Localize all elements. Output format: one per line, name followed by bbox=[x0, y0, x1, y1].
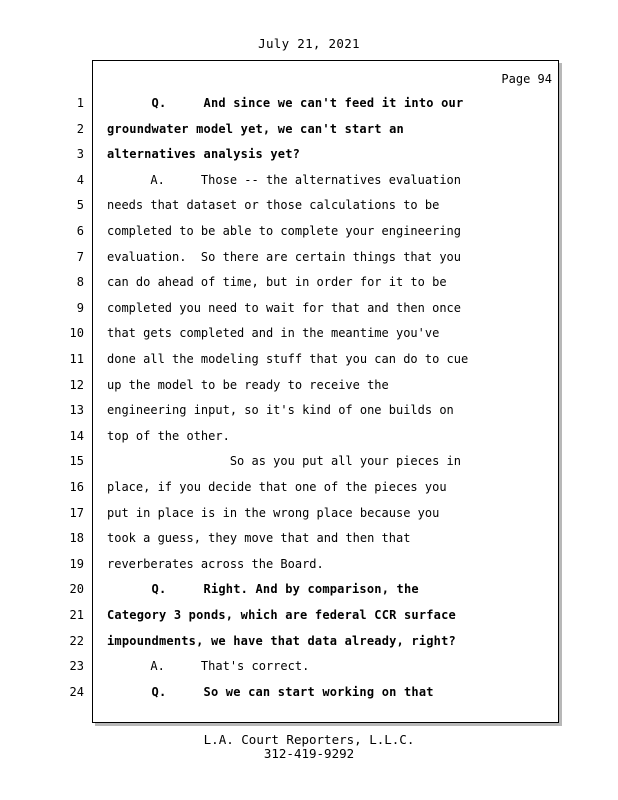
reporter-footer bbox=[0, 733, 618, 761]
transcript-line bbox=[0, 658, 618, 684]
line-number: 5 bbox=[76, 198, 84, 213]
line-number: 18 bbox=[69, 531, 84, 546]
line-number: 7 bbox=[76, 249, 84, 264]
transcript-line bbox=[0, 274, 618, 300]
line-number: 17 bbox=[69, 505, 84, 520]
line-text: evaluation. So there are certain things that you bbox=[107, 249, 462, 264]
line-text: engineering input, so it's kind of one builds on bbox=[107, 403, 454, 418]
line-text: completed you need to wait for that and then once bbox=[107, 300, 462, 315]
reporter-company: L.A. Court Reporters, L.L.C. bbox=[203, 732, 415, 747]
line-text: completed to be able to complete your engineering bbox=[107, 224, 462, 238]
line-number: 15 bbox=[69, 454, 84, 469]
line-text: can do ahead of time, but in order for it to be bbox=[107, 275, 447, 290]
line-text: Q. So we can start working on that bbox=[107, 684, 434, 699]
page-number: Page 94 bbox=[501, 72, 552, 86]
transcript-line bbox=[0, 325, 618, 351]
line-text: done all the modeling stuff that you can do to cue bbox=[107, 352, 469, 366]
line-text: took a guess, they move that and then that bbox=[107, 531, 411, 546]
line-text: up the model to be ready to receive the bbox=[107, 377, 389, 392]
line-text: place, if you decide that one of the pieces you bbox=[107, 480, 447, 494]
line-text: that gets completed and in the meantime you've bbox=[107, 326, 440, 341]
transcript-line bbox=[0, 607, 618, 633]
line-text: So as you put all your pieces in bbox=[107, 454, 462, 469]
line-text: A. Those -- the alternatives evaluation bbox=[107, 172, 462, 187]
transcript-line bbox=[0, 505, 618, 531]
line-text: alternatives analysis yet? bbox=[107, 147, 301, 162]
transcript-date: July 21, 2021 bbox=[258, 36, 360, 51]
transcript-line bbox=[0, 121, 618, 147]
transcript-line bbox=[0, 684, 618, 710]
line-number: 8 bbox=[76, 275, 84, 290]
transcript-line bbox=[0, 197, 618, 223]
transcript-line bbox=[0, 249, 618, 275]
transcript-line bbox=[0, 223, 618, 249]
transcript-line bbox=[0, 377, 618, 403]
transcript-line bbox=[0, 633, 618, 659]
transcript-line bbox=[0, 581, 618, 607]
transcript-line bbox=[0, 146, 618, 172]
line-text: needs that dataset or those calculations to be bbox=[107, 198, 440, 213]
transcript-line bbox=[0, 300, 618, 326]
line-number: 13 bbox=[69, 403, 84, 418]
line-number: 24 bbox=[69, 684, 84, 699]
line-number: 12 bbox=[69, 377, 84, 392]
line-number: 21 bbox=[69, 608, 84, 622]
line-number: 4 bbox=[76, 172, 84, 187]
transcript-line bbox=[0, 95, 618, 121]
line-number: 14 bbox=[69, 428, 84, 443]
transcript-line bbox=[0, 453, 618, 479]
line-number: 1 bbox=[76, 96, 84, 110]
line-text: put in place is in the wrong place because you bbox=[107, 505, 440, 520]
line-number: 23 bbox=[69, 659, 84, 674]
transcript-line bbox=[0, 428, 618, 454]
line-text: Category 3 ponds, which are federal CCR surface bbox=[107, 608, 456, 622]
reporter-phone: 312-419-9292 bbox=[263, 746, 355, 761]
line-text: A. That's correct. bbox=[107, 659, 310, 674]
line-number: 22 bbox=[69, 633, 84, 648]
line-number: 2 bbox=[76, 121, 84, 136]
line-text: groundwater model yet, we can't start an bbox=[107, 121, 404, 136]
line-text: Q. Right. And by comparison, the bbox=[107, 582, 419, 597]
line-number: 19 bbox=[69, 556, 84, 571]
line-number: 11 bbox=[69, 352, 84, 366]
transcript-line bbox=[0, 479, 618, 505]
line-number: 10 bbox=[69, 326, 84, 341]
line-text: Q. And since we can't feed it into our bbox=[107, 96, 464, 110]
transcript-line bbox=[0, 172, 618, 198]
transcript-line bbox=[0, 556, 618, 582]
transcript-line bbox=[0, 351, 618, 377]
line-number: 3 bbox=[76, 147, 84, 162]
line-text: impoundments, we have that data already, right? bbox=[107, 633, 456, 648]
line-number: 9 bbox=[76, 300, 84, 315]
line-text: top of the other. bbox=[107, 428, 230, 443]
line-number: 20 bbox=[69, 582, 84, 597]
transcript-line bbox=[0, 402, 618, 428]
transcript-line bbox=[0, 530, 618, 556]
line-number: 16 bbox=[69, 480, 84, 494]
line-number: 6 bbox=[76, 224, 84, 238]
line-text: reverberates across the Board. bbox=[107, 556, 324, 571]
